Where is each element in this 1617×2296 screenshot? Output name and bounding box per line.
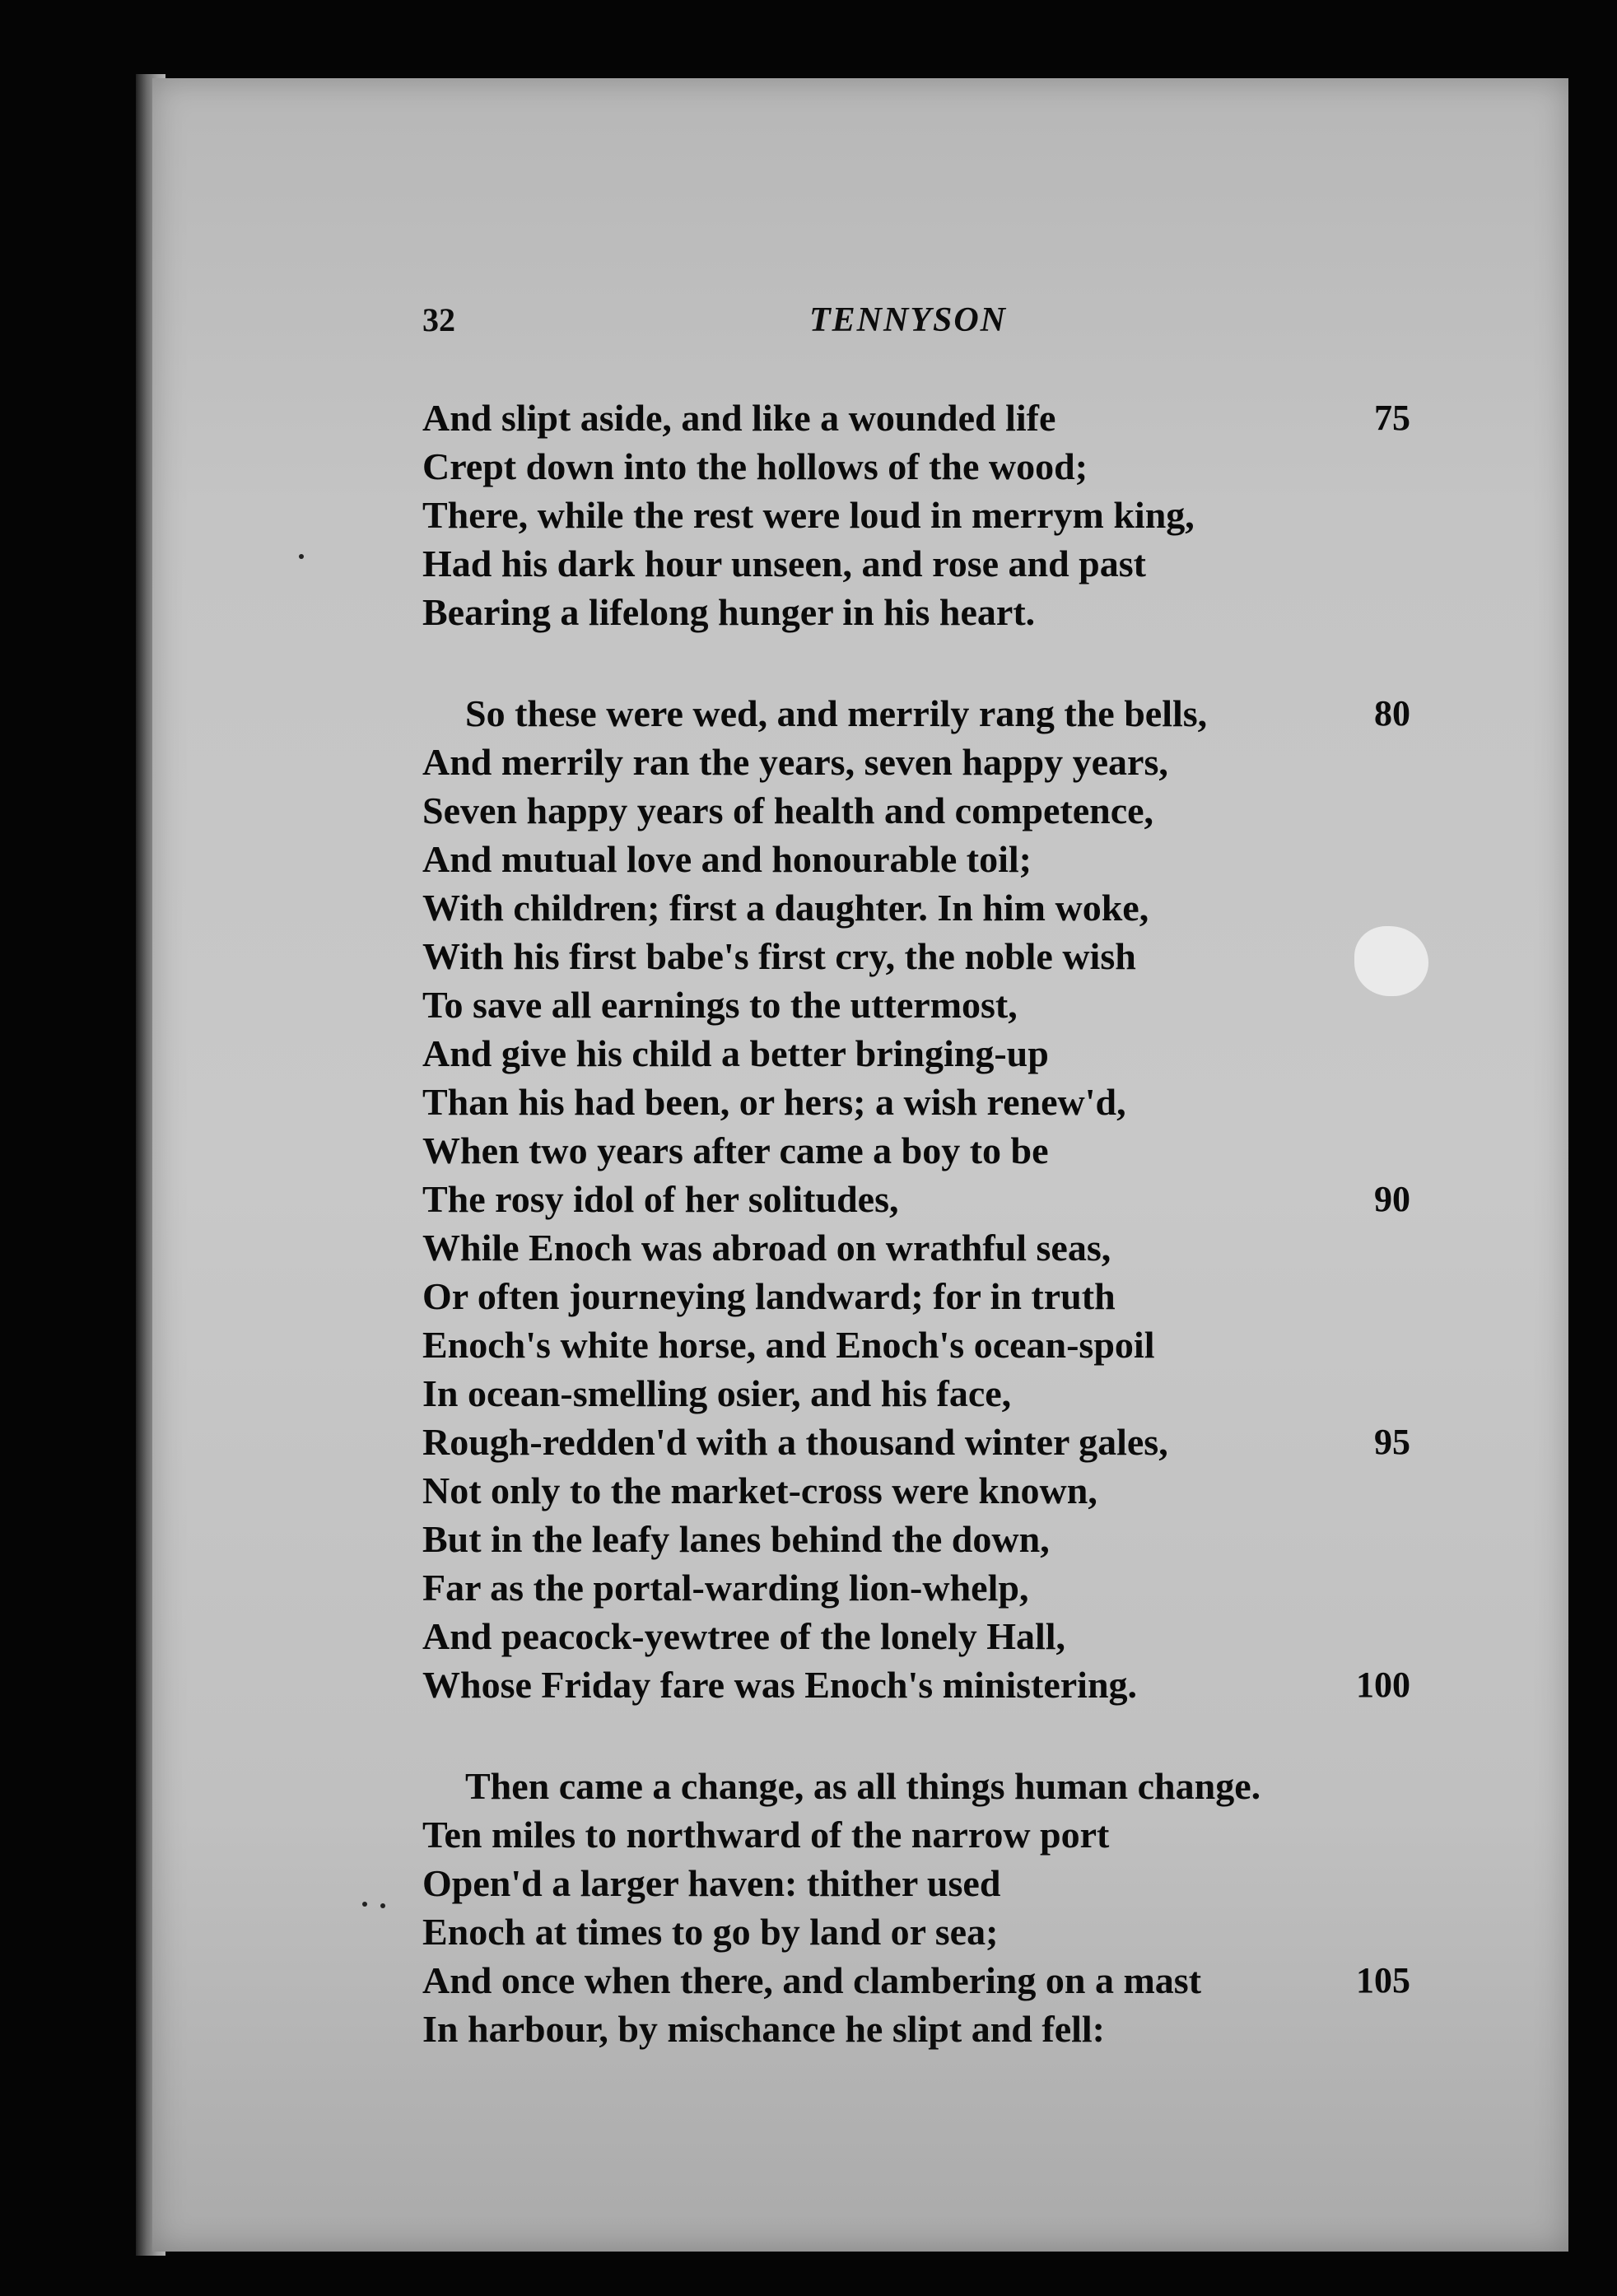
poem-line <box>422 1660 1427 1709</box>
line-text: There, while the rest were loud in merrym king, <box>422 494 1195 536</box>
poem-line <box>422 1369 1427 1418</box>
poem-line <box>422 1515 1427 1563</box>
line-text: With children; first a daughter. In him woke, <box>422 887 1149 929</box>
poem-text <box>422 394 1427 2053</box>
line-text: Enoch at times to go by land or sea; <box>422 1911 999 1953</box>
poem-line <box>422 1223 1427 1272</box>
ink-speck <box>380 1903 385 1908</box>
poem-line <box>422 2005 1427 2053</box>
line-text: The rosy idol of her solitudes, <box>422 1178 899 1220</box>
line-text: And merrily ran the years, seven happy years, <box>422 741 1168 783</box>
poem-line <box>422 1907 1427 1956</box>
line-text: So these were wed, and merrily rang the bells, <box>465 692 1208 734</box>
poem-line <box>422 1029 1427 1078</box>
poem-line <box>422 1859 1427 1907</box>
poem-line <box>422 491 1427 539</box>
poem-line <box>422 1563 1427 1612</box>
line-text: To save all earnings to the uttermost, <box>422 984 1018 1026</box>
line-text: Or often journeying landward; for in truth <box>422 1275 1116 1317</box>
poem-line <box>422 1810 1427 1859</box>
poem-line <box>422 442 1427 491</box>
poem-line <box>422 1078 1427 1126</box>
running-head: TENNYSON <box>809 301 1008 339</box>
poem-line <box>422 1126 1427 1175</box>
poem-line <box>422 394 1427 442</box>
line-text: While Enoch was abroad on wrathful seas, <box>422 1227 1111 1269</box>
line-text: But in the leafy lanes behind the down, <box>422 1518 1050 1560</box>
line-number: 100 <box>1356 1665 1410 1705</box>
line-text: And once when there, and clambering on a mast <box>422 1959 1202 2001</box>
poem-line <box>422 1320 1427 1369</box>
line-text: Than his had been, or hers; a wish renew'd, <box>422 1081 1126 1123</box>
poem-line <box>422 588 1427 636</box>
line-text: When two years after came a boy to be <box>422 1129 1049 1171</box>
poem-line <box>422 539 1427 588</box>
line-text: With his first babe's first cry, the noble wish <box>422 935 1136 977</box>
ink-speck <box>362 1902 367 1907</box>
poem-line <box>422 883 1427 932</box>
page-header <box>422 300 1410 358</box>
page-number: 32 <box>422 301 455 338</box>
poem-line <box>422 1956 1427 2005</box>
line-text: Had his dark hour unseen, and rose and past <box>422 543 1146 584</box>
line-text: Whose Friday fare was Enoch's ministering. <box>422 1664 1138 1706</box>
line-number: 105 <box>1356 1960 1410 2000</box>
line-number: 80 <box>1374 693 1410 734</box>
line-text: And give his child a better bringing-up <box>422 1032 1049 1074</box>
line-number: 95 <box>1374 1422 1410 1462</box>
line-text: And mutual love and honourable toil; <box>422 838 1032 880</box>
line-text: And slipt aside, and like a wounded life <box>422 397 1056 439</box>
poem-line <box>422 1612 1427 1660</box>
line-text: And peacock-yewtree of the lonely Hall, <box>422 1615 1066 1657</box>
ink-speck <box>299 554 304 559</box>
line-text: Not only to the market-cross were known, <box>422 1469 1097 1511</box>
line-text: Far as the portal-warding lion-whelp, <box>422 1567 1029 1609</box>
poem-line <box>422 1272 1427 1320</box>
poem-line <box>422 835 1427 883</box>
line-number: 75 <box>1374 398 1410 438</box>
line-text: In ocean-smelling osier, and his face, <box>422 1372 1012 1414</box>
line-text: Rough-redden'd with a thousand winter gales, <box>422 1421 1168 1463</box>
line-text: Ten miles to northward of the narrow port <box>422 1814 1110 1856</box>
line-text: Seven happy years of health and competence, <box>422 789 1154 831</box>
line-text: Enoch's white horse, and Enoch's ocean-spoil <box>422 1324 1155 1366</box>
line-number: 90 <box>1374 1179 1410 1219</box>
poem-line <box>422 738 1427 786</box>
poem-line <box>422 786 1427 835</box>
line-text: Crept down into the hollows of the wood; <box>422 445 1088 487</box>
poem-line <box>422 1418 1427 1466</box>
poem-line <box>422 1466 1427 1515</box>
poem-line <box>422 1175 1427 1223</box>
poem-line <box>422 1762 1427 1810</box>
line-text: Then came a change, as all things human change. <box>465 1765 1261 1807</box>
poem-line <box>422 932 1427 980</box>
poem-line <box>422 980 1427 1029</box>
line-text: In harbour, by mischance he slipt and fell: <box>422 2008 1105 2050</box>
line-text: Open'd a larger haven: thither used <box>422 1862 1001 1904</box>
poem-line <box>422 689 1427 738</box>
line-text: Bearing a lifelong hunger in his heart. <box>422 591 1036 633</box>
